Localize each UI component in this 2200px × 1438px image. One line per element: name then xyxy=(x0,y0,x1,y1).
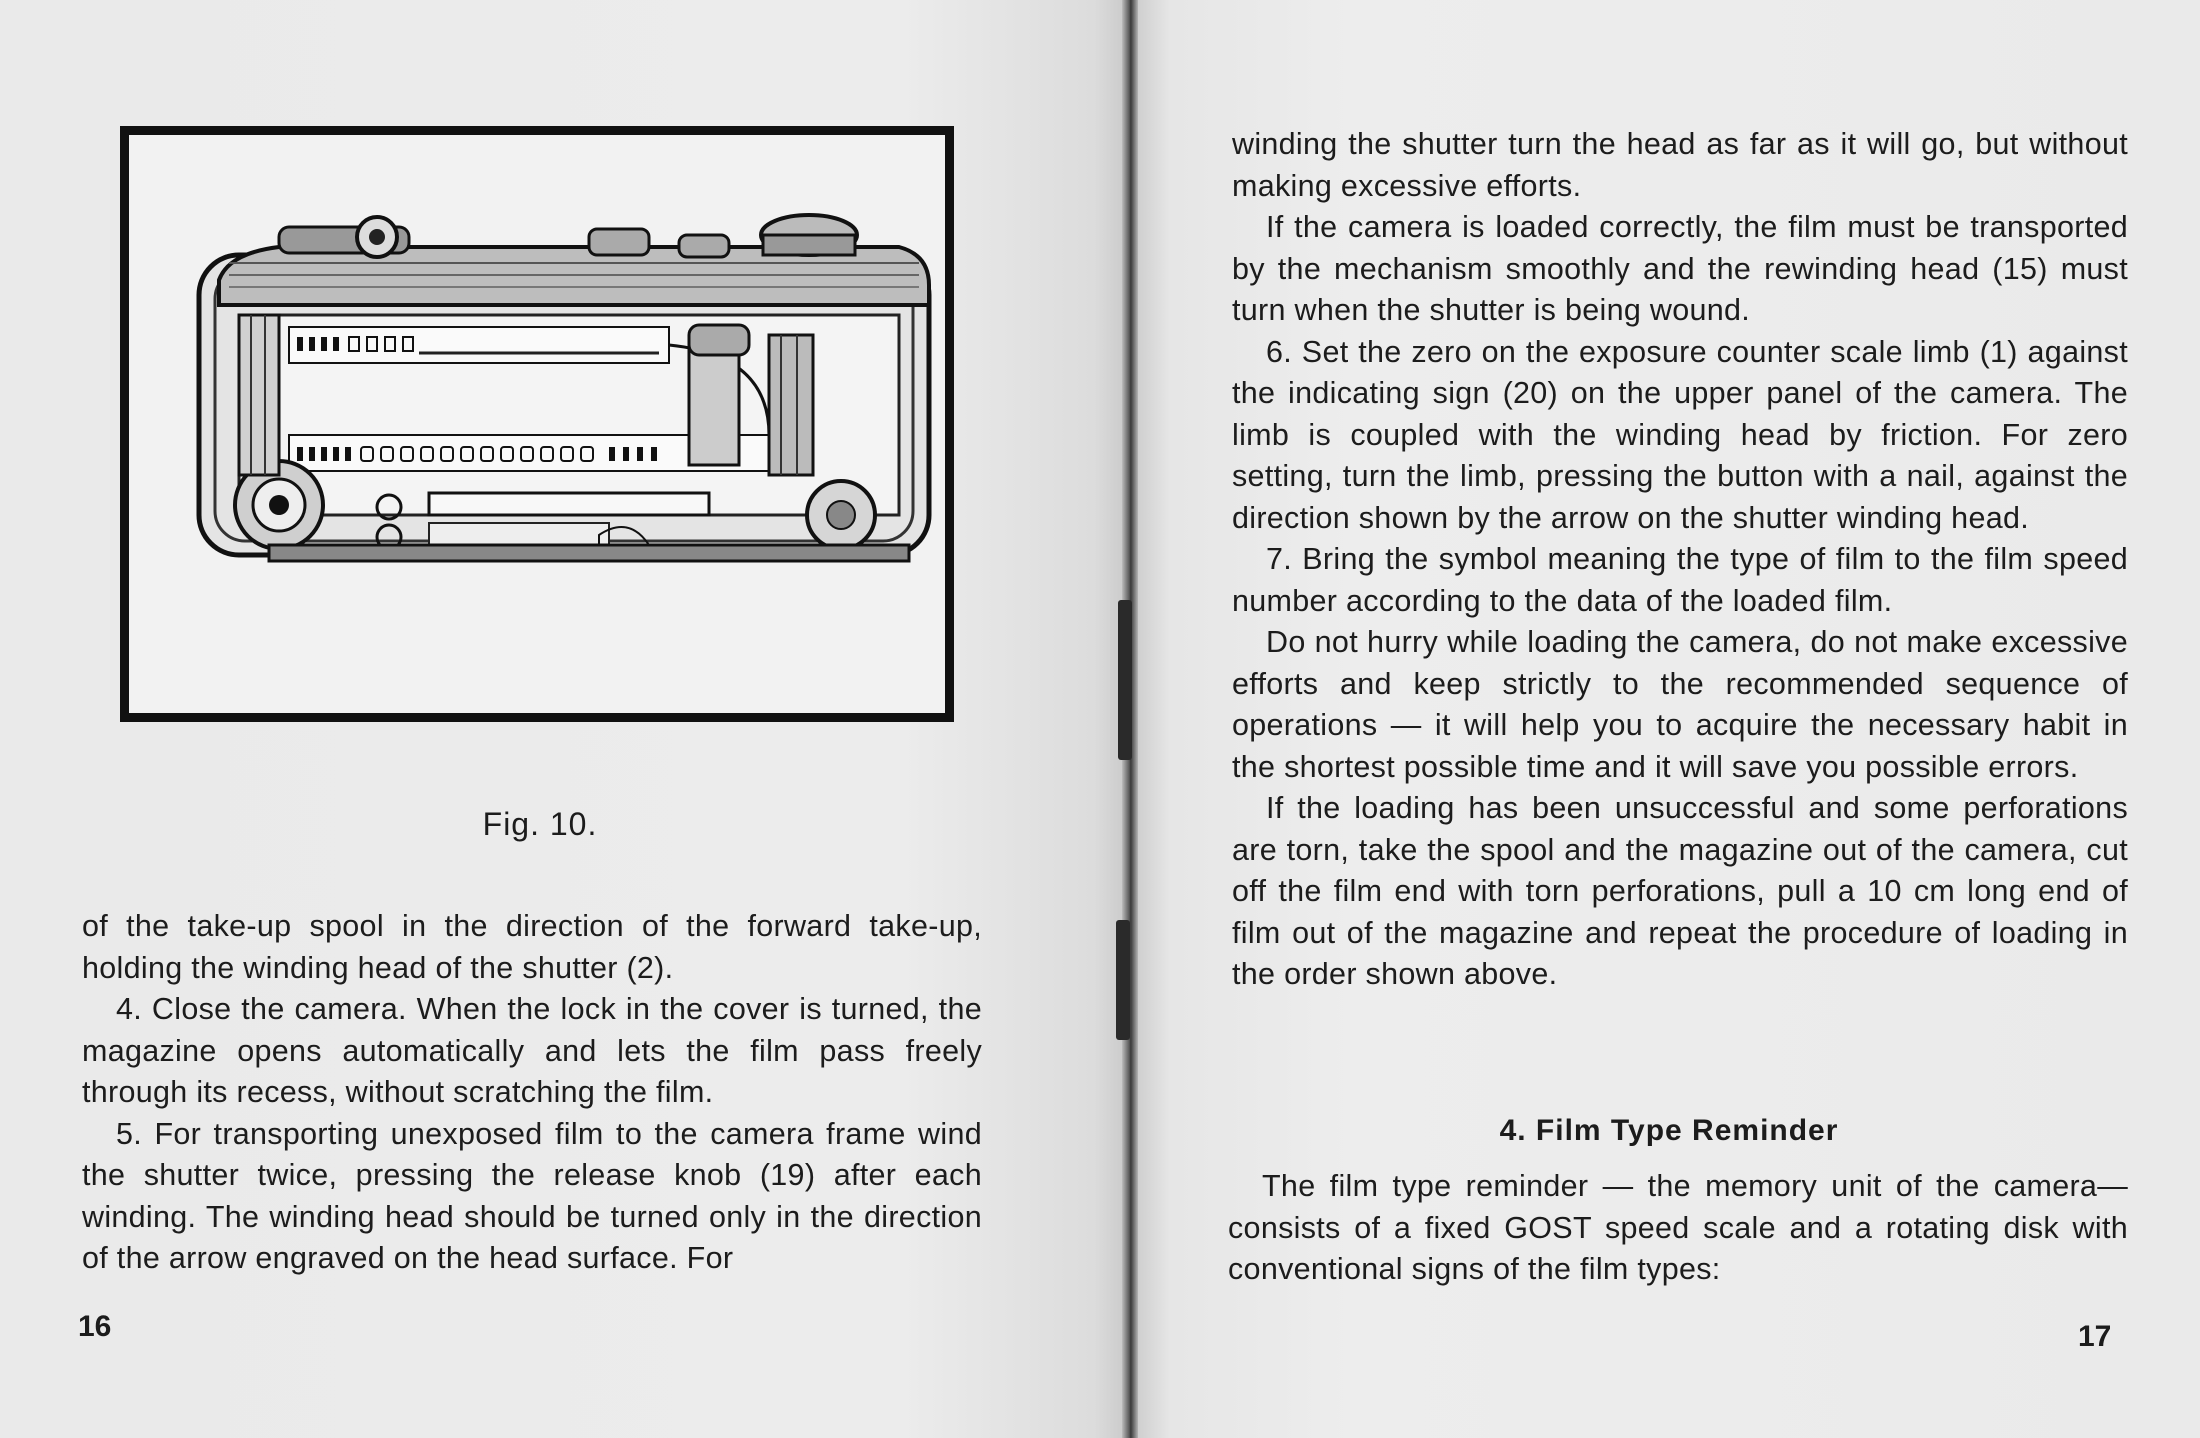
figure-caption: Fig. 10. xyxy=(482,806,598,842)
page-number-left: 16 xyxy=(78,1310,112,1343)
paragraph: of the take-up spool in the direction of the forward take-up, holding the winding head of the shutter (2). xyxy=(82,909,982,985)
left-body-text xyxy=(82,906,982,1280)
binding-tear xyxy=(1116,920,1130,1040)
paragraph: 5. For transporting unexposed film to the camera frame wind the shutter twice, pressing the release knob (19) after each winding. The winding head should be turned only in the direction of the arrow engraved on the head surface. For xyxy=(82,1116,982,1275)
section-body-text xyxy=(1228,1166,2128,1291)
page-number-right: 17 xyxy=(2078,1320,2112,1353)
paragraph: winding the shutter turn the head as far as it will go, but without making excessive efforts. xyxy=(1232,127,2128,203)
paragraph: If the loading has been unsuccessful and some perforations are torn, take the spool and the magazine out of the camera, cut off the film end with torn perforations, pull a 10 cm long end of film out of the magazine and repeat the procedure of loading in the order shown above. xyxy=(1232,791,2128,991)
section-title: 4. Film Type Reminder xyxy=(1499,1114,1839,1147)
paragraph: If the camera is loaded correctly, the film must be transported by the mechanism smoothly and the rewinding head (15) must turn when the shutter is being wound. xyxy=(1232,210,2128,327)
paragraph: 6. Set the zero on the exposure counter scale limb (1) against the indicating sign (20) on the upper panel of the camera. The limb is coupled with the winding head by friction. For zero setting, turn the limb, pressing the button with a nail, against the direction shown by the arrow on the shutter winding head. xyxy=(1232,334,2128,535)
camera-drawing xyxy=(129,135,945,713)
right-body-text xyxy=(1232,124,2128,996)
paragraph: Do not hurry while loading the camera, do not make excessive efforts and keep strictly to the recommended sequence of operations — it will help you to acquire the necessary habit in the shortest possible time and it will save you possible errors. xyxy=(1232,625,2128,784)
paragraph: 4. Close the camera. When the lock in the cover is turned, the magazine opens automatically and lets the film pass freely through its recess, without scratching the film. xyxy=(82,992,982,1109)
paragraph: 7. Bring the symbol meaning the type of film to the film speed number according to the data of the loaded film. xyxy=(1232,542,2128,618)
figure-camera-illustration xyxy=(120,126,954,722)
paragraph: The film type reminder — the memory unit of the camera— consists of a fixed GOST speed scale and a rotating disk with conventional signs of the film types: xyxy=(1228,1169,2128,1286)
binding-tear xyxy=(1118,600,1132,760)
